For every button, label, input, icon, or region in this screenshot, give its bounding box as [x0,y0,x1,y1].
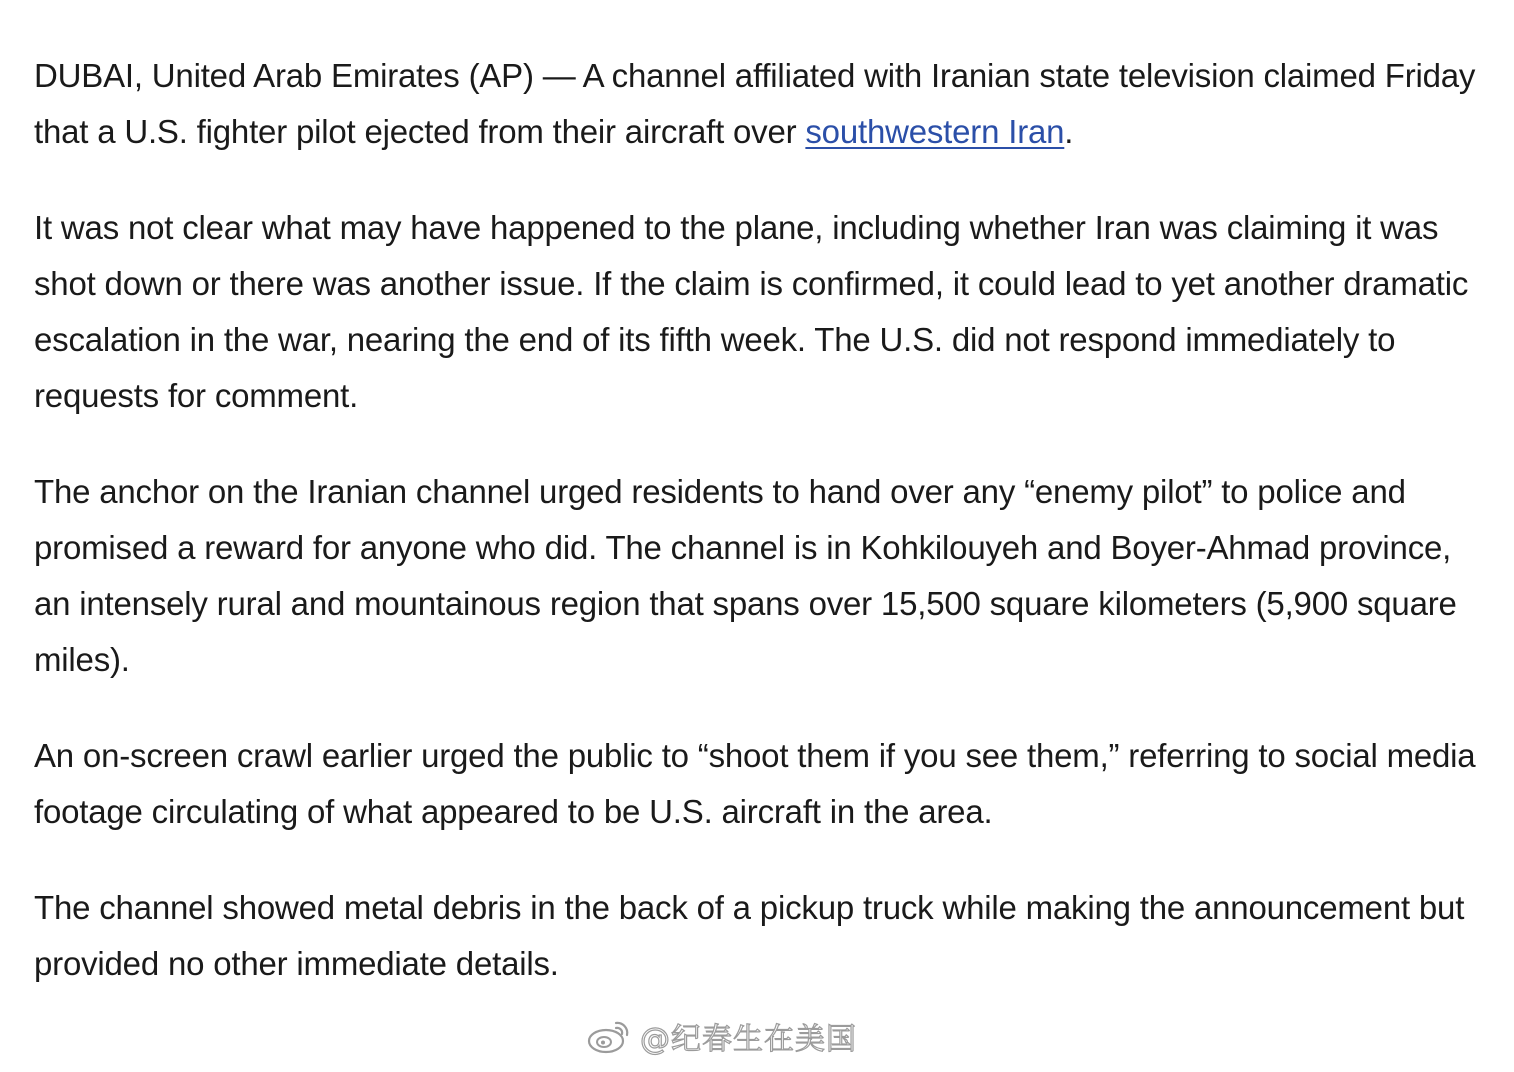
watermark-text: @纪春生在美国 [640,1022,857,1057]
paragraph-1-text: DUBAI, United Arab Emirates (AP) — A channel affiliated with Iranian state television claimed Friday that a U.S. fighter pilot ejected from their aircraft over [34,57,1476,150]
paragraph-1 [34,48,1484,160]
paragraph-3: The anchor on the Iranian channel urged residents to hand over any “enemy pilot” to police and promised a reward for anyone who did. The channel is in Kohkilouyeh and Boyer-Ahmad province, an intensely rural and mountainous region that spans over 15,500 square kilometers (5,900 square miles). [34,473,1457,678]
paragraph-2: It was not clear what may have happened to the plane, including whether Iran was claiming it was shot down or there was another issue. If the claim is confirmed, it could lead to yet another dramatic escalation in the war, nearing the end of its fifth week. The U.S. did not respond immediately to requests for comment. [34,209,1469,414]
southwestern-iran-link[interactable]: southwestern Iran [805,113,1065,150]
paragraph-4: An on-screen crawl earlier urged the public to “shoot them if you see them,” referring to social media footage circulating of what appeared to be U.S. aircraft in the area. [34,737,1476,830]
paragraph-1-end: . [1064,113,1074,150]
paragraph-5: The channel showed metal debris in the back of a pickup truck while making the announcement but provided no other immediate details. [34,889,1465,982]
article-body [34,48,1484,1032]
